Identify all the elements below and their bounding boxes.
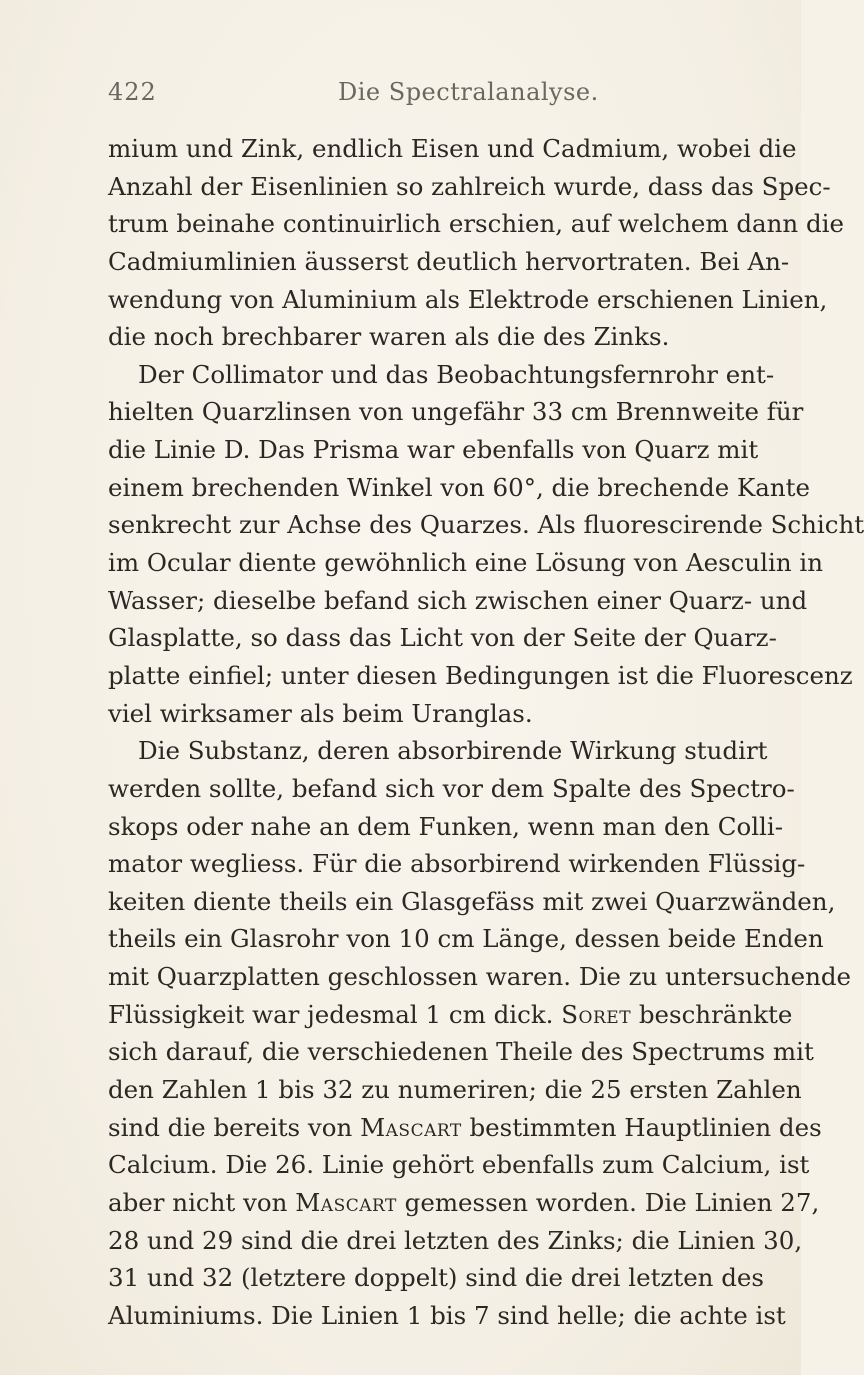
text-line: keiten diente theils ein Glasgefäss mit zwei Quarzwänden, <box>108 886 836 916</box>
text-line: aber nicht von Mascart gemessen worden. Die Linien 27, <box>108 1187 820 1217</box>
text-line: Glasplatte, so dass das Licht von der Seite der Quarz- <box>108 623 777 653</box>
text-line: sich darauf, die verschiedenen Theile des Spectrums mit <box>108 1037 814 1067</box>
running-head <box>108 78 748 112</box>
text-line: Der Collimator und das Beobachtungsfernrohr ent- <box>138 359 775 389</box>
text-line: Calcium. Die 26. Linie gehört ebenfalls zum Calcium, ist <box>108 1150 810 1180</box>
text-line: Wasser; dieselbe befand sich zwischen einer Quarz- und <box>108 585 808 615</box>
text-line: einem brechenden Winkel von 60°, die brechende Kante <box>108 472 811 502</box>
text-line: Die Substanz, deren absorbirende Wirkung studirt <box>138 736 768 766</box>
text-line: 28 und 29 sind die drei letzten des Zinks; die Linien 30, <box>108 1225 803 1255</box>
text-line: Anzahl der Eisenlinien so zahlreich wurde, dass das Spec- <box>108 171 831 201</box>
text-line: die Linie D. Das Prisma war ebenfalls von Quarz mit <box>108 435 759 465</box>
text-line: 31 und 32 (letztere doppelt) sind die drei letzten des <box>108 1263 765 1293</box>
text-line: platte einfiel; unter diesen Bedingungen ist die Fluorescenz <box>108 660 853 690</box>
text-line: senkrecht zur Achse des Quarzes. Als fluorescirende Schicht <box>108 510 864 540</box>
text-line: Cadmiumlinien äusserst deutlich hervortraten. Bei An- <box>108 246 790 276</box>
text-line: im Ocular diente gewöhnlich eine Lösung von Aesculin in <box>108 548 824 578</box>
text-line: trum beinahe continuirlich erschien, auf welchem dann die <box>108 209 845 239</box>
text-line: die noch brechbarer waren als die des Zinks. <box>108 322 670 352</box>
text-line: Aluminiums. Die Linien 1 bis 7 sind helle; die achte ist <box>108 1300 786 1330</box>
text-line: werden sollte, befand sich vor dem Spalte des Spectro- <box>108 773 795 803</box>
text-line: hielten Quarzlinsen von ungefähr 33 cm Brennweite für <box>108 397 804 427</box>
body-text <box>108 130 864 1335</box>
text-line: mium und Zink, endlich Eisen und Cadmium, wobei die <box>108 134 797 163</box>
text-line: mator wegliess. Für die absorbirend wirkenden Flüssig- <box>108 849 806 879</box>
running-title: Die Spectralanalyse. <box>338 78 599 106</box>
text-line: wendung von Aluminium als Elektrode erschienen Linien, <box>108 284 828 314</box>
text-line: den Zahlen 1 bis 32 zu numeriren; die 25 ersten Zahlen <box>108 1075 802 1105</box>
text-line: mit Quarzplatten geschlossen waren. Die zu untersuchende <box>108 962 852 992</box>
text-line: Flüssigkeit war jedesmal 1 cm dick. Soret beschränkte <box>108 999 793 1029</box>
text-line: theils ein Glasrohr von 10 cm Länge, dessen beide Enden <box>108 924 824 954</box>
text-line: viel wirksamer als beim Uranglas. <box>108 698 533 728</box>
text-line: sind die bereits von Mascart bestimmten Hauptlinien des <box>108 1112 822 1142</box>
text-line: skops oder nahe an dem Funken, wenn man den Colli- <box>108 811 783 841</box>
page-number: 422 <box>108 78 157 106</box>
